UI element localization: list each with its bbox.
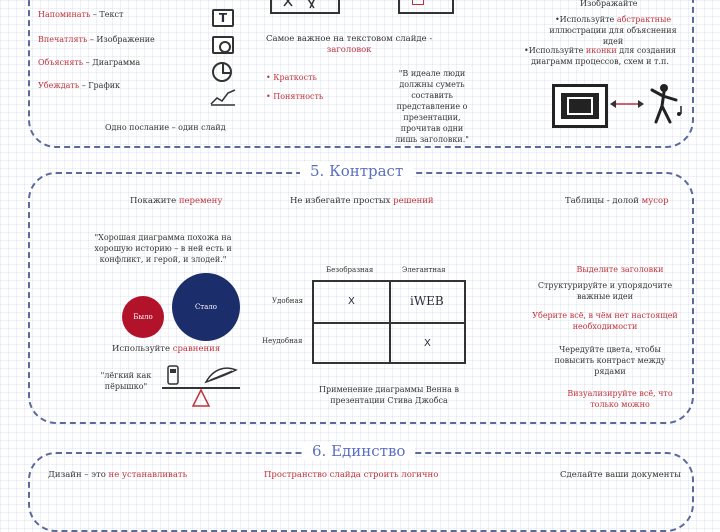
row-verb: Объяснять bbox=[38, 58, 84, 67]
row-obj: – Диаграмма bbox=[85, 58, 141, 67]
simple-word: решений bbox=[393, 196, 434, 206]
tables-item: Чередуйте цвета, чтобы повысить контраст между рядами bbox=[554, 345, 666, 376]
scales-icon bbox=[160, 362, 244, 410]
row-obj: – Изображение bbox=[87, 35, 155, 44]
dancing-man-icon bbox=[646, 82, 684, 128]
after-circle bbox=[172, 273, 240, 341]
before-label: Было bbox=[133, 313, 153, 321]
brevity-bullet: • Краткость bbox=[266, 73, 317, 82]
grid-row-convenient: Удобная bbox=[272, 297, 304, 305]
row-verb: Впечатлять bbox=[38, 35, 88, 44]
double-arrow-icon bbox=[610, 98, 644, 110]
icons-word: иконки bbox=[585, 46, 617, 55]
show-change-pre: Покажите bbox=[130, 196, 179, 206]
important-caption bbox=[266, 34, 432, 56]
row-verb: Убеждать bbox=[38, 81, 80, 90]
clarity-text: Понятность bbox=[273, 92, 324, 101]
unity-col1-red: не устанавливать bbox=[108, 470, 188, 480]
contrast-title: 5. Контраст bbox=[300, 162, 413, 180]
unity-title: 6. Единство bbox=[302, 442, 415, 460]
grid-row-inconvenient: Неудобная bbox=[262, 337, 303, 345]
tables-heading bbox=[565, 196, 669, 207]
icons-post: для создания диаграмм процессов, схем и т.п. bbox=[531, 46, 676, 66]
simple-solutions-heading bbox=[290, 196, 434, 207]
tables-item: Выделите заголовки bbox=[576, 265, 664, 274]
story-quote: "Хорошая диаграмма похожа на хорошую историю – в ней есть и конфликт, и герой, и злодей." bbox=[94, 233, 232, 264]
cell-x-elegant-inconvenient: X bbox=[424, 338, 431, 349]
unity-panel bbox=[28, 452, 694, 532]
right-heading: Изображайте bbox=[580, 0, 638, 8]
icons-bullet: •Используйте иконки для создания диаграмм процессов, схем и т.п. bbox=[524, 46, 676, 66]
slide-image bbox=[398, 0, 454, 14]
after-label: Стало bbox=[194, 303, 218, 311]
use-word: сравнения bbox=[172, 344, 221, 354]
simple-pre: Не избегайте простых bbox=[290, 196, 394, 206]
important-prefix: Самое важное на текстовом слайде - bbox=[266, 34, 433, 44]
picture-frame-icon bbox=[552, 84, 608, 128]
important-word: заголовок bbox=[326, 45, 372, 55]
presentation-screen-image bbox=[270, 0, 340, 14]
row-impress bbox=[38, 34, 155, 45]
tables-pre: Таблицы - долой bbox=[565, 196, 642, 206]
unity-col1 bbox=[48, 470, 187, 481]
line-graph-icon bbox=[210, 88, 236, 106]
venn-grid bbox=[312, 280, 466, 364]
cell-x-ugly-convenient: X bbox=[348, 296, 355, 307]
before-circle bbox=[122, 296, 164, 338]
show-change-heading bbox=[130, 196, 222, 207]
unity-col2: Пространство слайда строить логично bbox=[264, 470, 439, 480]
abstract-bullet: •Используйте абстрактные иллюстрации для объяснения идей bbox=[549, 15, 677, 46]
row-verb: Напоминать bbox=[38, 10, 91, 19]
text-icon: T bbox=[212, 9, 234, 27]
tables-word: мусор bbox=[641, 196, 669, 206]
camera-icon bbox=[212, 36, 234, 54]
abstract-post: иллюстрации для объяснения идей bbox=[549, 26, 677, 46]
use-pre: Используйте bbox=[112, 344, 173, 354]
show-change-word: перемену bbox=[178, 196, 223, 206]
abstract-word: абстрактные bbox=[616, 15, 672, 24]
pie-chart-icon bbox=[212, 62, 232, 82]
row-obj: – Текст bbox=[90, 10, 124, 19]
abstract-pre: Используйте bbox=[559, 15, 617, 24]
clarity-bullet: • Понятность bbox=[266, 92, 324, 101]
one-message-caption: Одно послание – один слайд bbox=[105, 123, 226, 132]
light-as-feather-caption: "лёгкий как пёрышко" bbox=[100, 371, 152, 391]
use-comparisons-heading bbox=[112, 344, 220, 355]
brevity-text: Краткость bbox=[273, 73, 317, 82]
row-explain bbox=[38, 57, 140, 68]
row-persuade bbox=[38, 80, 120, 91]
row-remind bbox=[38, 9, 123, 20]
tables-item: Структурируйте и упорядочите важные идеи bbox=[537, 281, 673, 301]
row-obj: – График bbox=[81, 81, 121, 90]
icons-pre: Используйте bbox=[528, 46, 586, 55]
grid-col-elegant: Элегантная bbox=[402, 266, 446, 274]
cell-iweb: iWEB bbox=[410, 294, 444, 308]
unity-col3: Сделайте ваши документы bbox=[560, 470, 681, 480]
tables-item: Уберите всё, в чём нет настоящей необходимости bbox=[532, 311, 678, 331]
unity-col1-pre: Дизайн – это bbox=[48, 470, 109, 480]
headline-quote: "В идеале люди должны суметь составить представление о презентации, прочитав одни лишь заголовки." bbox=[395, 69, 469, 144]
grid-col-ugly: Безобразная bbox=[326, 266, 374, 274]
tables-item: Визуализируйте всё, что только можно bbox=[567, 389, 673, 409]
venn-caption: Применение диаграммы Венна в презентации Стива Джобса bbox=[319, 385, 459, 405]
